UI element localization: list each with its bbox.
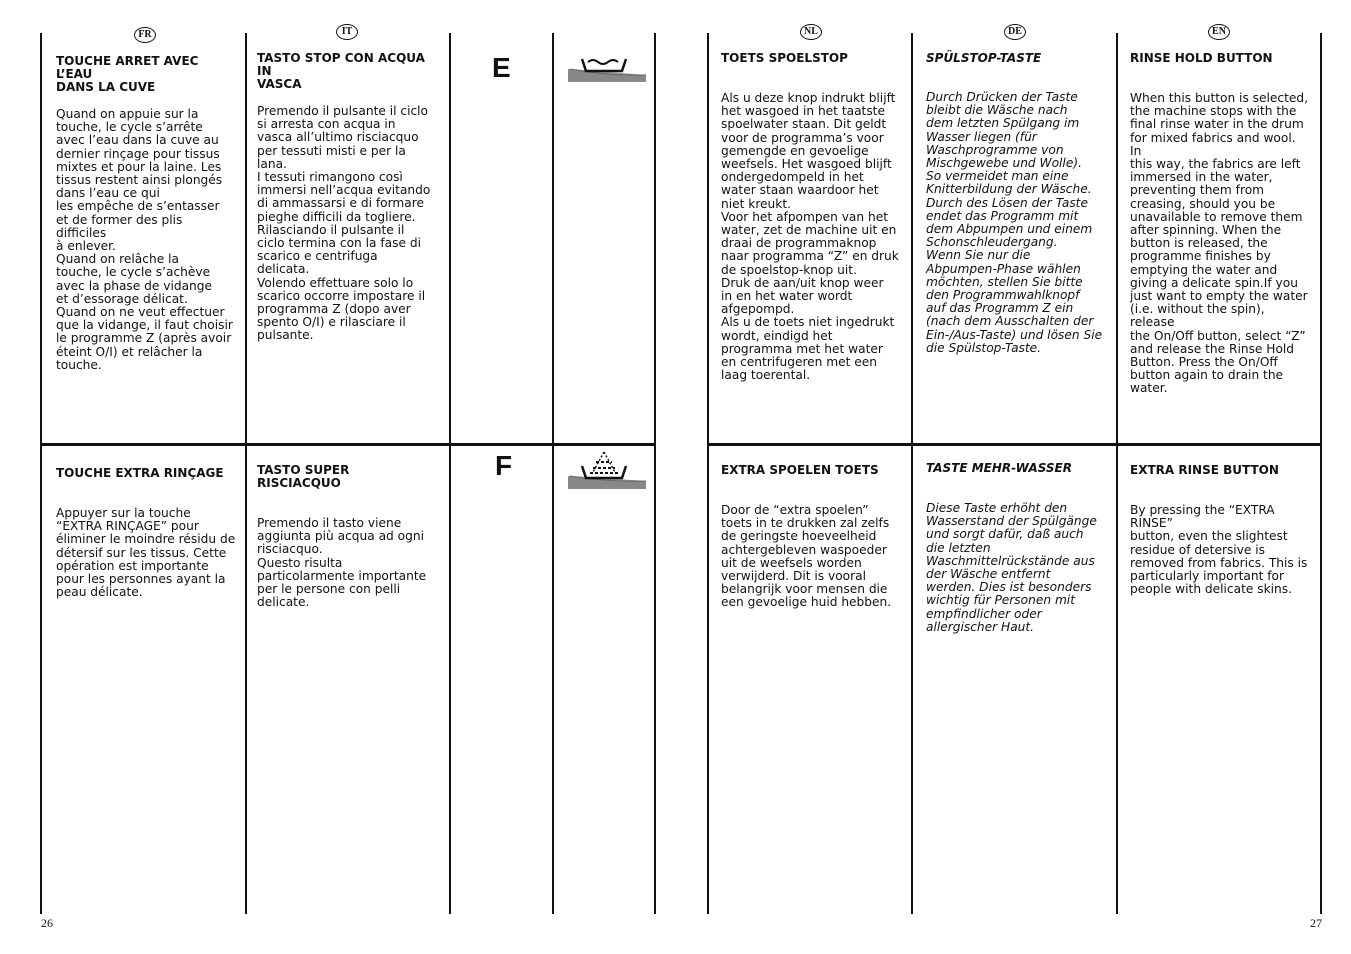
nl-extra-rinse xyxy=(721,464,901,610)
section-title: RINSE HOLD BUTTON xyxy=(1130,51,1273,65)
section-body: Quand on appuie sur la touche, le cycle s’arrête avec l’eau dans la cuve au dernier rinçage pour tissus mixtes et pour la laine. Les tissus restent ainsi plongés dans l’eau ce qui les empêche de s’entasser et de former des plis difficiles à enlever. Quand on relâche la touche, le cycle s’achève avec la phase de vidange et d’essorage délicat. Quand on ne veut effectuer que la vidange, il faut choisir le programme Z (après avoir éteint O/I) et relâcher la touche. xyxy=(56,107,233,372)
section-title: EXTRA RINSE BUTTON xyxy=(1130,463,1279,477)
fr-rinse-hold xyxy=(56,55,236,372)
extra-rinse-icon xyxy=(566,450,648,494)
column-rule xyxy=(707,33,709,914)
section-title: SPÜLSTOP-TASTE xyxy=(926,51,1042,65)
it-extra-rinse xyxy=(257,464,437,609)
column-rule xyxy=(449,33,451,914)
section-title: TASTE MEHR-WASSER xyxy=(926,461,1072,475)
flag-de: DE xyxy=(1004,24,1026,40)
en-rinse-hold xyxy=(1130,52,1310,396)
flag-en: EN xyxy=(1208,24,1230,40)
section-body: Durch Drücken der Taste bleibt die Wäsche nach dem letzten Spülgang im Wasser liegen (für Waschprogramme von Mischgewebe und Wolle). So vermeidet man eine Knitterbildung der Wäsche. Durch des Lösen der Taste endet das Programm mit dem Abpumpen und einem Schonschleudergang. Wenn Sie nur die Abpumpen-Phase wählen möchten, stellen Sie bitte den Programmwahlknopf auf das Programm Z ein (nach dem Ausschalten der Ein-/Aus-Taste) und lösen Sie die Spülstop-Taste. xyxy=(926,90,1103,355)
row-letter-f: F xyxy=(495,450,513,481)
fr-extra-rinse xyxy=(56,467,236,599)
section-body: Appuyer sur la touche “EXTRA RINÇAGE” pour éliminer le moindre résidu de détersif sur les tissus. Cette opération est importante pour les personnes ayant la peau délicate. xyxy=(56,506,236,600)
section-title: TOUCHE ARRET AVEC L’EAU DANS LA CUVE xyxy=(56,54,199,94)
flag-fr: FR xyxy=(134,27,156,43)
column-rule xyxy=(1116,33,1118,914)
section-title: EXTRA SPOELEN TOETS xyxy=(721,463,879,477)
row-letter-e: E xyxy=(492,52,511,83)
section-body: Premendo il tasto viene aggiunta più acqua ad ogni risciacquo. Questo risulta particolarmente importante per le persone con pelli delicate. xyxy=(257,516,427,610)
column-rule xyxy=(1320,33,1322,914)
it-rinse-hold xyxy=(257,52,437,343)
section-title: TOETS SPOELSTOP xyxy=(721,51,848,65)
column-rule xyxy=(40,33,42,914)
flag-nl: NL xyxy=(800,24,822,40)
page-number-right: 27 xyxy=(1310,916,1322,930)
page-number-left: 26 xyxy=(41,916,53,930)
section-title: TOUCHE EXTRA RINÇAGE xyxy=(56,466,224,480)
section-body: Als u deze knop indrukt blijft het wasgoed in het taatste spoelwater staan. Dit geldt voor de programma’s voor gemengde en gevoelige weefsels. Het wasgoed blijft ondergedompeld in het water staan waardoor het niet kreukt. Voor het afpompen van het water, zet de machine uit en draai de programmaknop naar programma “Z” en druk de spoelstop-knop uit. Druk de aan/uit knop weer in en het water wordt afgepompd. Als u de toets niet ingedrukt wordt, eindigd het programma met het water en centrifugeren met een laag toerental. xyxy=(721,91,899,383)
de-extra-rinse xyxy=(926,462,1106,634)
column-rule xyxy=(654,33,656,914)
flag-it: IT xyxy=(336,24,358,40)
section-title: TASTO SUPER RISCIACQUO xyxy=(257,463,350,490)
section-body: Premendo il pulsante il ciclo si arresta con acqua in vasca all’ultimo risciacquo per tessuti misti e per la lana. I tessuti rimangono così immersi nell’acqua evitando di ammassarsi e di formare pieghe difficili da togliere. Rilasciando il pulsante il ciclo termina con la fase di scarico e centrifuga delicata. Volendo effettuare solo lo scarico occorre impostare il programma Z (dopo aver spento O/I) e rilasciare il pulsante. xyxy=(257,104,431,343)
section-body: Diese Taste erhöht den Wasserstand der Spülgänge und sorgt dafür, daß auch die letzten Waschmittelrückstände aus der Wäsche entfernt werden. Dies ist besonders wichtig für Personen mit empfindlicher oder allergischer Haut. xyxy=(926,501,1097,634)
de-rinse-hold xyxy=(926,52,1106,355)
column-rule xyxy=(245,33,247,914)
section-body: By pressing the “EXTRA RINSE” button, even the slightest residue of detersive is removed from fabrics. This is particularly important for people with delicate skins. xyxy=(1130,503,1308,597)
nl-rinse-hold xyxy=(721,52,901,382)
section-title: TASTO STOP CON ACQUA IN VASCA xyxy=(257,51,425,91)
en-extra-rinse xyxy=(1130,464,1310,596)
column-rule xyxy=(552,33,554,914)
row-separator xyxy=(40,443,656,446)
column-rule xyxy=(911,33,913,914)
section-body: When this button is selected, the machine stops with the final rinse water in the drum for mixed fabrics and wool. In this way, the fabrics are left immersed in the water, preventing them from creasing, should you be unavailable to remove them after spinning. When the button is released, the programme finishes by emptying the water and giving a delicate spin.If you just want to empty the water (i.e. without the spin), release the On/Off button, select “Z” and release the Rinse Hold Button. Press the On/Off button again to drain the water. xyxy=(1130,91,1308,396)
rinse-hold-icon xyxy=(566,55,648,87)
row-separator xyxy=(707,443,1322,446)
section-body: Door de “extra spoelen” toets in te drukken zal zelfs de geringste hoeveelheid achtergebleven waspoeder uit de weefsels worden verwijderd. Dit is vooral belangrijk voor mensen die een gevoelige huid hebben. xyxy=(721,503,892,610)
